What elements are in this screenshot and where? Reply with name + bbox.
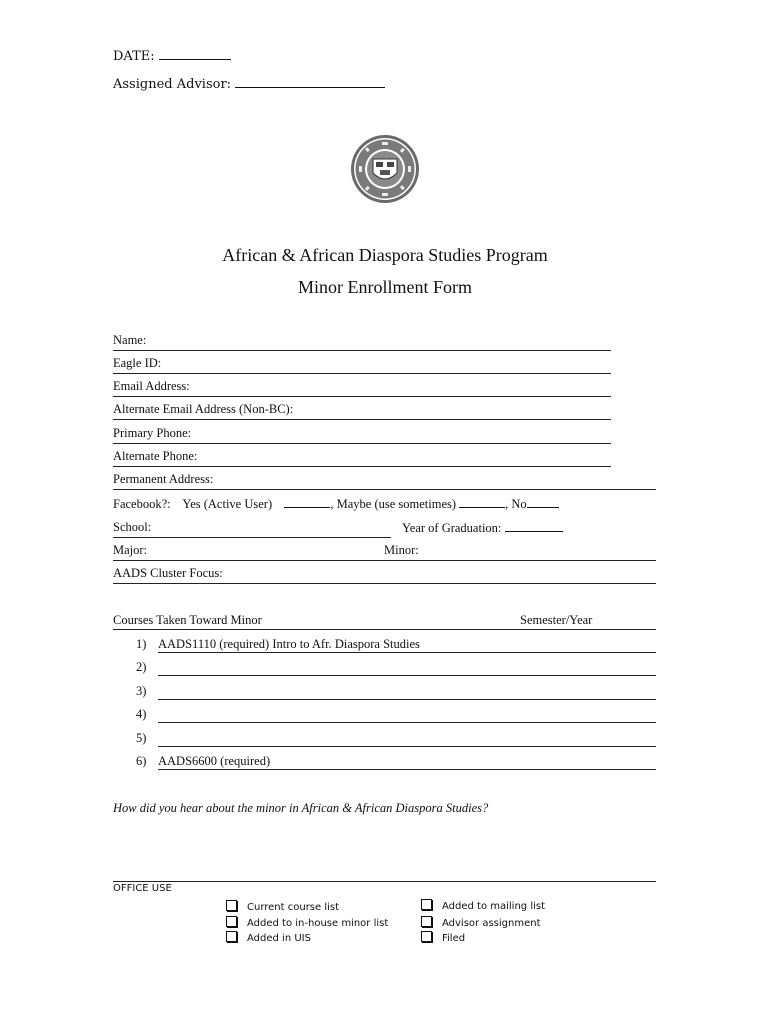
permanent-address-label: Permanent Address: — [113, 472, 214, 486]
course-row-1[interactable] — [0, 636, 770, 654]
facebook-yes-label: Yes (Active User) — [182, 497, 273, 511]
course-number: 1) — [136, 637, 147, 651]
office-item-label: Added to in-house minor list — [247, 918, 389, 929]
office-item-label: Added to mailing list — [442, 901, 546, 912]
course-number: 6) — [136, 754, 147, 768]
course-row-4[interactable] — [0, 706, 770, 724]
office-item-mailing-list[interactable] — [421, 899, 545, 912]
course-entry[interactable]: AADS6600 (required) — [158, 753, 656, 770]
form-title: African & African Diaspora Studies Program — [222, 245, 548, 265]
school-field[interactable] — [113, 519, 391, 538]
name-label: Name: — [113, 333, 147, 347]
name-field[interactable] — [113, 332, 611, 351]
email-label: Email Address: — [113, 379, 190, 393]
eagle-id-label: Eagle ID: — [113, 356, 162, 370]
course-entry[interactable]: AADS1110 (required) Intro to Afr. Diaspora Studies — [158, 636, 656, 653]
courses-header-left: Courses Taken Toward Minor — [113, 613, 262, 627]
checkbox-icon[interactable] — [421, 899, 432, 910]
advisor-label: Assigned Advisor: — [113, 77, 232, 92]
course-entry[interactable] — [158, 659, 656, 676]
course-entry[interactable] — [158, 706, 656, 723]
facebook-yes-blank[interactable] — [284, 495, 330, 508]
alt-phone-field[interactable] — [113, 448, 611, 467]
cluster-focus-label: AADS Cluster Focus: — [113, 566, 223, 580]
facebook-no-label: , No — [505, 497, 527, 511]
office-item-label: Current course list — [247, 902, 340, 913]
course-number: 5) — [136, 731, 147, 745]
course-number: 3) — [136, 684, 147, 698]
email-field[interactable] — [113, 378, 611, 397]
course-entry[interactable] — [158, 730, 656, 747]
cluster-focus-field[interactable] — [113, 565, 656, 584]
date-label: DATE: — [113, 49, 155, 64]
university-seal-icon — [349, 133, 421, 205]
major-minor-field[interactable] — [113, 542, 656, 561]
minor-label: Minor: — [384, 543, 419, 557]
date-field[interactable] — [113, 47, 231, 64]
checkbox-icon[interactable] — [226, 931, 237, 942]
primary-phone-field[interactable] — [113, 425, 611, 444]
referral-question: How did you hear about the minor in African & African Diaspora Studies? — [113, 801, 489, 815]
alt-email-field[interactable] — [113, 401, 611, 420]
school-label: School: — [113, 520, 152, 534]
course-number: 4) — [136, 707, 147, 721]
course-row-2[interactable] — [0, 659, 770, 677]
office-item-current-course-list[interactable] — [226, 900, 339, 913]
alt-email-label: Alternate Email Address (Non-BC): — [113, 402, 294, 416]
facebook-maybe-blank[interactable] — [459, 495, 505, 508]
date-blank[interactable] — [159, 47, 231, 60]
facebook-field — [113, 495, 673, 513]
course-number: 2) — [136, 660, 147, 674]
office-item-filed[interactable] — [421, 931, 465, 944]
courses-header-right: Semester/Year — [520, 613, 593, 627]
course-row-6[interactable] — [0, 753, 770, 771]
course-entry[interactable] — [158, 683, 656, 700]
major-label: Major: — [113, 543, 148, 557]
office-use-label: OFFICE USE — [113, 883, 172, 894]
advisor-field[interactable] — [113, 75, 385, 92]
office-use-divider — [113, 881, 656, 882]
facebook-label: Facebook?: — [113, 497, 171, 511]
year-graduation-label: Year of Graduation: — [402, 521, 502, 535]
checkbox-icon[interactable] — [226, 916, 237, 927]
office-item-in-house-list[interactable] — [226, 916, 388, 929]
year-graduation-blank[interactable] — [505, 519, 563, 532]
checkbox-icon[interactable] — [226, 900, 237, 911]
course-row-3[interactable] — [0, 683, 770, 701]
primary-phone-label: Primary Phone: — [113, 426, 192, 440]
facebook-maybe-label: , Maybe (use sometimes) — [330, 497, 457, 511]
facebook-no-blank[interactable] — [527, 495, 559, 508]
office-item-label: Filed — [442, 933, 466, 944]
checkbox-icon[interactable] — [421, 931, 432, 942]
office-item-label: Advisor assignment — [442, 918, 541, 929]
checkbox-icon[interactable] — [421, 916, 432, 927]
office-item-advisor-assignment[interactable] — [421, 916, 541, 929]
eagle-id-field[interactable] — [113, 355, 611, 374]
advisor-blank[interactable] — [235, 75, 385, 88]
year-graduation-field[interactable] — [402, 519, 572, 537]
office-item-label: Added in UIS — [247, 933, 311, 944]
alt-phone-label: Alternate Phone: — [113, 449, 198, 463]
permanent-address-field[interactable] — [113, 471, 656, 490]
form-subtitle: Minor Enrollment Form — [298, 277, 472, 297]
course-row-5[interactable] — [0, 730, 770, 748]
courses-header — [113, 612, 656, 630]
office-item-uis[interactable] — [226, 931, 311, 944]
